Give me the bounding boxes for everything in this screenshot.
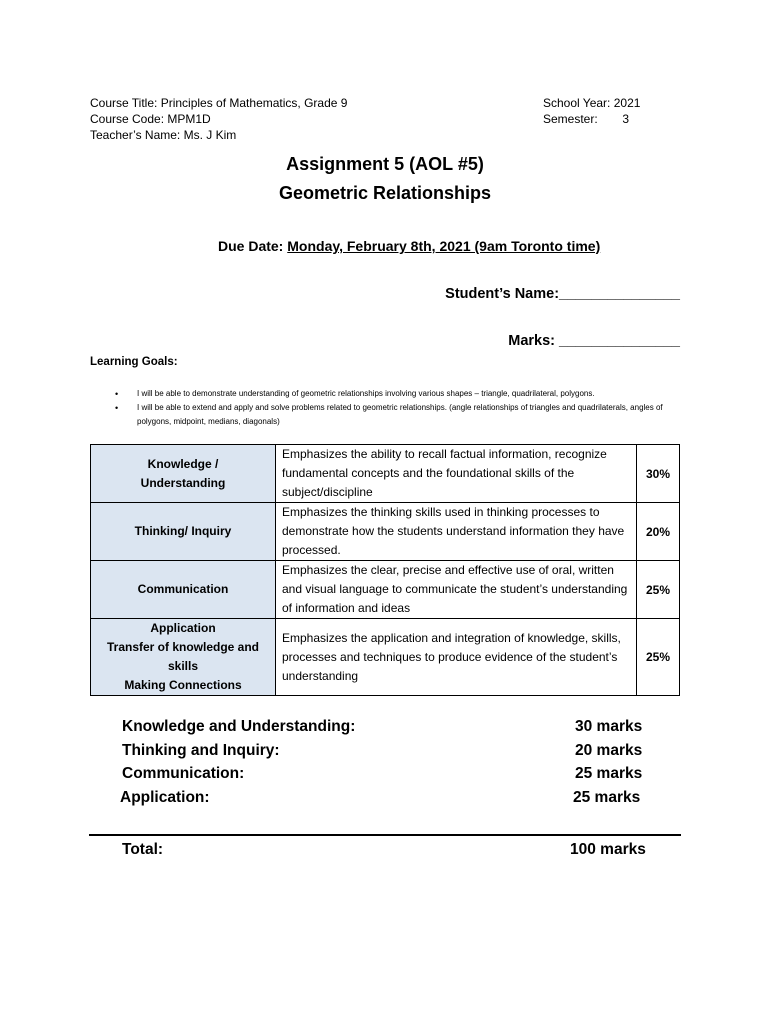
rubric-category: Communication xyxy=(91,561,276,619)
rubric-row xyxy=(91,619,680,696)
teacher-name: Teacher’s Name: Ms. J Kim xyxy=(90,128,237,142)
total-divider xyxy=(89,834,681,836)
due-date xyxy=(218,238,600,254)
student-name-field: Student’s Name:_______________ xyxy=(445,286,680,302)
summary-value: 25 marks xyxy=(575,765,643,782)
rubric-row xyxy=(91,445,680,503)
semester xyxy=(543,111,640,127)
learning-goals-list xyxy=(137,387,677,429)
assignment-title: Assignment 5 (AOL #5) xyxy=(286,154,484,174)
rubric-weight: 30% xyxy=(637,445,680,503)
summary-label: Knowledge and Understanding: xyxy=(122,718,356,735)
rubric-description: Emphasizes the clear, precise and effective use of oral, written and visual language to communicate the student’s understanding of information and ideas xyxy=(276,561,637,619)
rubric-description: Emphasizes the ability to recall factual information, recognize fundamental concepts and the foundational skills of the subject/discipline xyxy=(276,445,637,503)
course-info xyxy=(90,95,347,143)
due-label: Due Date: xyxy=(218,238,284,254)
rubric-weight: 25% xyxy=(637,561,680,619)
rubric-row xyxy=(91,503,680,561)
learning-goal-item: • I will be able to extend and apply and solve problems related to geometric relationships. (angle relationships of triangles and quadrilaterals, angles of polygons, midpoint, medians, diagonals) xyxy=(137,401,677,429)
total-label: Total: xyxy=(122,841,164,858)
rubric-row xyxy=(91,561,680,619)
rubric-category: Thinking/ Inquiry xyxy=(91,503,276,561)
course-title: Course Title: Principles of Mathematics, Grade 9 xyxy=(90,96,348,110)
learning-goal-item: • I will be able to demonstrate understanding of geometric relationships involving various shapes – triangle, quadrilateral, polygons. xyxy=(137,387,677,401)
summary-label: Application: xyxy=(120,789,210,806)
school-info xyxy=(543,95,640,127)
rubric-category: Application Transfer of knowledge and skills Making Connections xyxy=(91,619,276,696)
total-value: 100 marks xyxy=(570,841,646,858)
summary-value: 30 marks xyxy=(575,718,643,735)
rubric-category: Knowledge / Understanding xyxy=(91,445,276,503)
semester-label: Semester: xyxy=(543,112,598,126)
assignment-subtitle: Geometric Relationships xyxy=(278,183,492,203)
school-year: School Year: 2021 xyxy=(543,96,641,110)
learning-goals-heading: Learning Goals: xyxy=(90,356,178,368)
due-value: Monday, February 8th, 2021 (9am Toronto time) xyxy=(287,238,601,254)
summary-value: 20 marks xyxy=(575,742,643,759)
summary-label: Thinking and Inquiry: xyxy=(122,742,280,759)
summary-value: 25 marks xyxy=(573,789,641,806)
rubric-description: Emphasizes the application and integration of knowledge, skills, processes and techniques to produce evidence of the student’s understanding xyxy=(276,619,637,696)
semester-value: 3 xyxy=(622,112,630,126)
course-code: Course Code: MPM1D xyxy=(90,112,211,126)
rubric-description: Emphasizes the thinking skills used in thinking processes to demonstrate how the students understand information they have processed. xyxy=(276,503,637,561)
rubric-table xyxy=(90,444,680,696)
marks-field: Marks: _______________ xyxy=(508,333,680,349)
summary-label: Communication: xyxy=(122,765,245,782)
rubric-weight: 25% xyxy=(637,619,680,696)
rubric-weight: 20% xyxy=(637,503,680,561)
